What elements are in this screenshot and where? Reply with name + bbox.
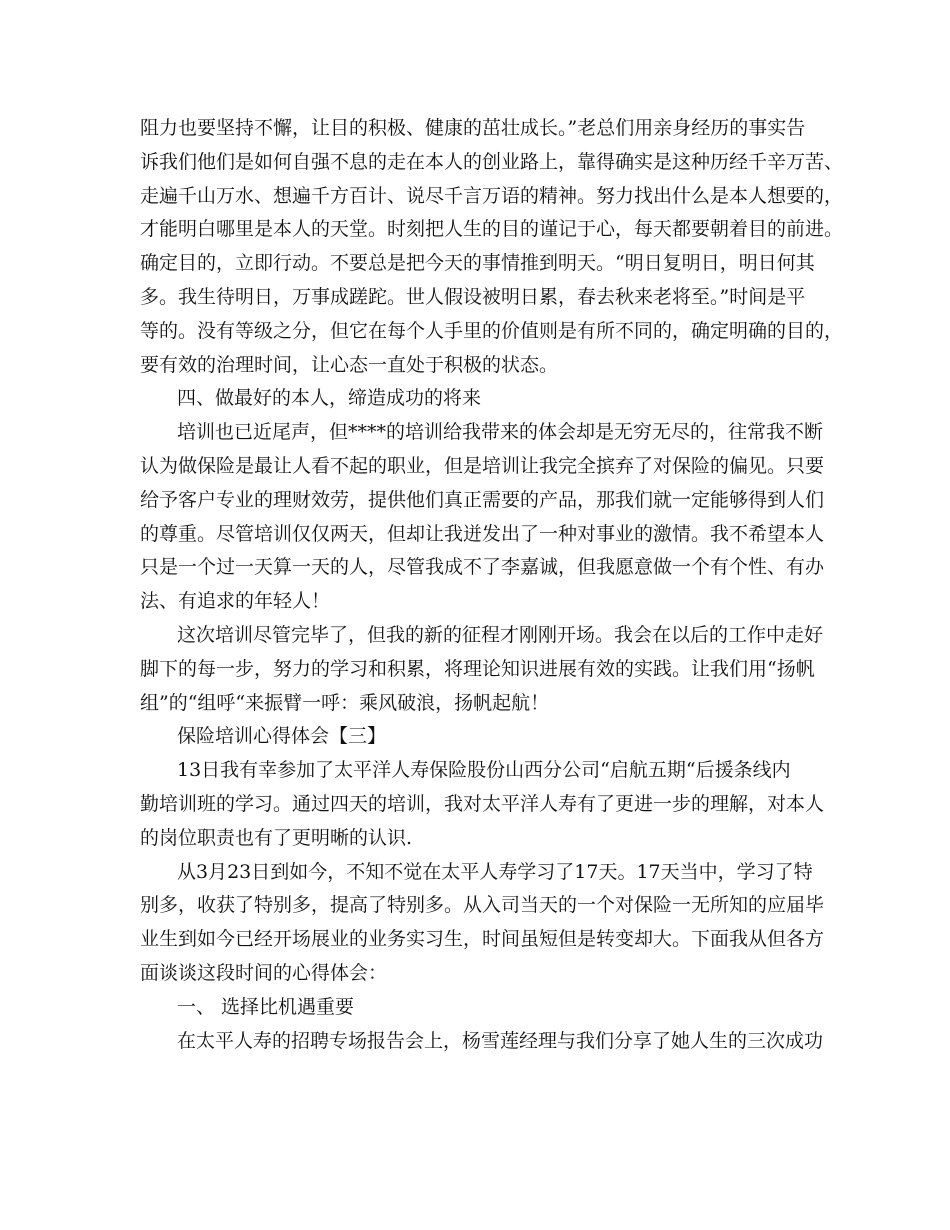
- text-line: 业生到如今已经开场展业的业务实习生，时间虽短但是转变却大。下面我从但各方: [140, 928, 825, 951]
- text-line: 等的。没有等级之分，但它在每个人手里的价值则是有所不同的，确定明确的目的，: [140, 319, 844, 342]
- paragraph: [140, 991, 820, 1025]
- text-line: 认为做保险是最让人看不起的职业，但是培训让我完全摈弃了对保险的偏见。只要: [140, 454, 825, 477]
- text-line: 这次培训尽管完毕了，但我的新的征程才刚刚开场。我会在以后的工作中走好: [177, 623, 824, 646]
- text-line: 勤培训班的学习。通过四天的培训，我对太平洋人寿有了更进一步的理解，对本人: [140, 792, 825, 815]
- text-line: 一、 选择比机遇重要: [177, 995, 355, 1018]
- text-line: 确定目的，立即行动。不要总是把今天的事情推到明天。“明日复明日，明日何其: [140, 252, 815, 275]
- text-line: 别多，收获了特别多，提高了特别多。从入司当天的一个对保险一无所知的应届毕: [140, 894, 825, 917]
- paragraph: [140, 416, 825, 619]
- paragraph: [140, 619, 824, 720]
- text-line: 法、有追求的年轻人！: [140, 590, 331, 613]
- paragraph: [140, 720, 820, 754]
- text-line: 阻力也要坚持不懈，让目的积极、健康的茁壮成长。”老总们用亲身经历的事实告: [140, 117, 806, 139]
- text-line: 走遍千山万水、想遍千方百计、说尽千言万语的精神。努力找出什么是本人想要的，: [140, 184, 844, 207]
- document-page: [140, 112, 844, 1058]
- text-line: 13日我有幸参加了太平洋人寿保险股份山西分公司“启航五期“后援条线内: [177, 759, 791, 782]
- text-line: 在太平人寿的招聘专场报告会上，杨雪莲经理与我们分享了她人生的三次成功: [177, 1029, 824, 1052]
- text-line: 的尊重。尽管培训仅仅两天，但却让我迸发出了一种对事业的激情。我不希望本人: [140, 522, 825, 545]
- paragraph: [140, 856, 825, 991]
- text-line: 四、做最好的本人，缔造成功的将来: [177, 387, 482, 410]
- text-line: 只是一个过一天算一天的人，尽管我成不了李嘉诚，但我愿意做一个有个性、有办: [140, 556, 825, 579]
- text-line: 给予客户专业的理财效劳，提供他们真正需要的产品，那我们就一定能够得到人们: [140, 488, 825, 511]
- paragraph: [140, 382, 820, 416]
- text-line: 组”的“组呼“来振臂一呼：乘风破浪，扬帆起航！: [140, 691, 550, 714]
- paragraph: [140, 754, 825, 855]
- text-line: 的岗位职责也有了更明晰的认识.: [140, 826, 413, 849]
- paragraph: [140, 112, 844, 382]
- text-line: 要有效的治理时间，让心态一直处于积极的状态。: [140, 353, 559, 376]
- paragraph: [140, 1025, 824, 1059]
- text-line: 培训也已近尾声，但****的培训给我带来的体会却是无穷无尽的，往常我不断: [177, 421, 824, 444]
- text-line: 脚下的每一步，努力的学习和积累，将理论知识进展有效的实践。让我们用“扬帆: [140, 657, 815, 680]
- text-line: 才能明白哪里是本人的天堂。时刻把人生的目的谨记于心，每天都要朝着目的前进。: [140, 218, 844, 241]
- text-line: 面谈谈这段时间的心得体会：: [140, 961, 388, 984]
- text-line: 保险培训心得体会【三】: [177, 725, 387, 748]
- text-line: 多。我生待明日，万事成蹉跎。世人假设被明日累，春去秋来老将至。”时间是平: [140, 285, 806, 308]
- text-line: 诉我们他们是如何自强不息的走在本人的创业路上，靠得确实是这种历经千辛万苦、: [140, 150, 844, 173]
- text-line: 从3月23日到如今，不知不觉在太平人寿学习了17天。17天当中，学习了特: [177, 860, 813, 883]
